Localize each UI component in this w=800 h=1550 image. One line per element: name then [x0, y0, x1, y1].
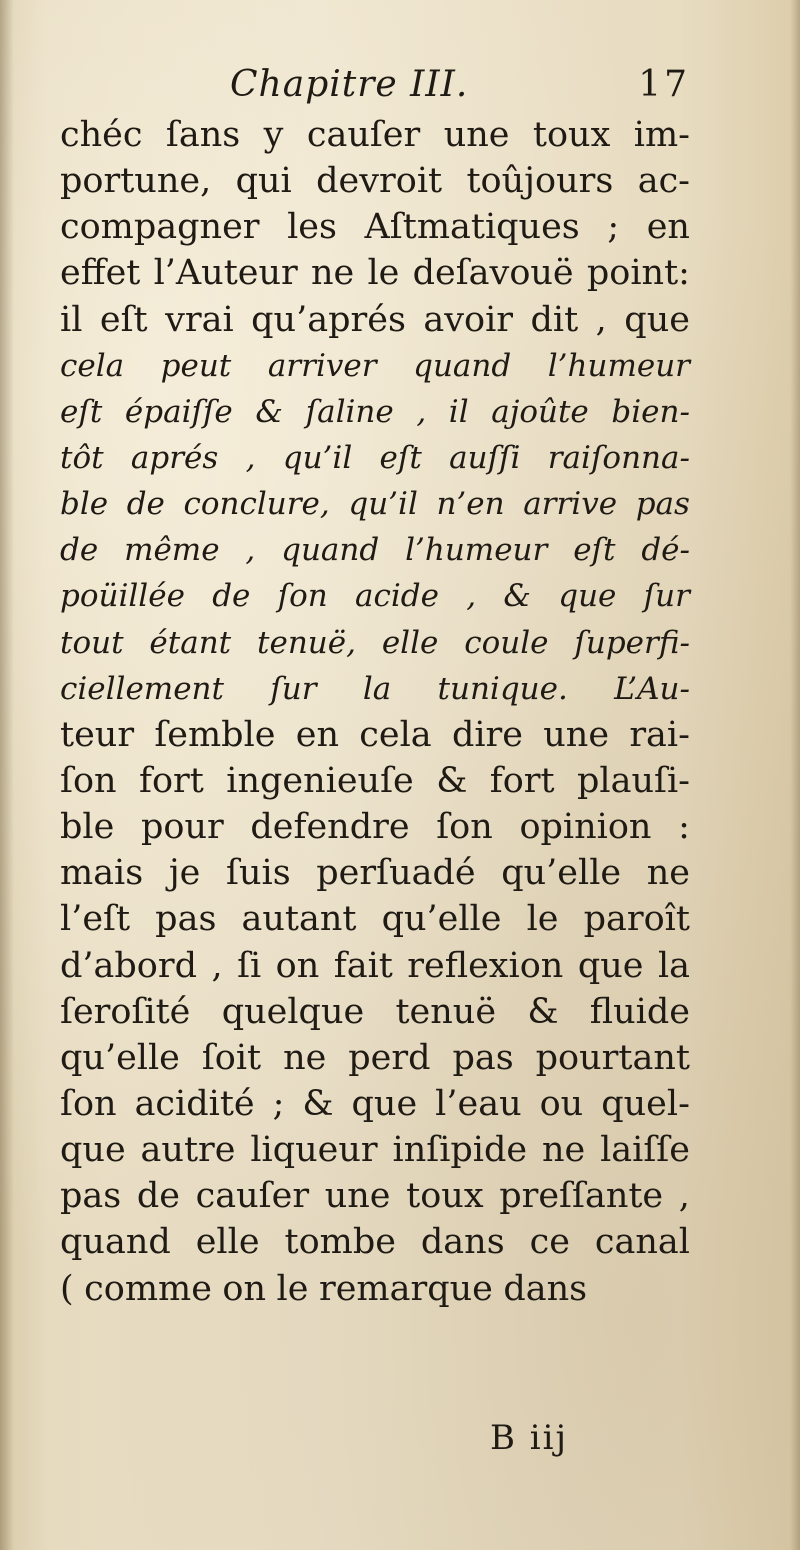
text-line: ( comme on le remarque dans: [60, 1268, 588, 1309]
text-line: poüillée de ſon acide , & que ſur: [60, 578, 690, 615]
text-line: tout étant tenuë, elle coule ſuperfi-: [60, 624, 690, 661]
text-line: eſt épaiſſe & ſaline , il ajoûte bien-: [60, 393, 690, 430]
text-line: ble pour defendre ſon opinion :: [60, 807, 690, 848]
text-line: portune, qui devroit toûjours ac-: [60, 161, 690, 202]
text-line: l’eſt pas autant qu’elle le paroît: [60, 899, 690, 940]
text-line: chéc ſans y cauſer une toux im-: [60, 115, 690, 155]
text-line: ſon fort ingenieuſe & fort plauſi-: [60, 760, 690, 801]
text-line: mais je ſuis perſuadé qu’elle ne: [60, 853, 690, 894]
running-head: Chapitre III.: [230, 64, 469, 105]
text-line: que autre liqueur inſipide ne laiſſe: [60, 1130, 690, 1171]
text-line: ble de conclure, qu’il n’en arrive pas: [60, 486, 690, 523]
text-line: il eſt vrai qu’aprés avoir dit , que: [60, 299, 690, 340]
text-line: qu’elle ſoit ne perd pas pourtant: [60, 1037, 690, 1078]
text-line: pas de cauſer une toux preſſante ,: [60, 1176, 690, 1217]
signature-mark: B iij: [490, 1418, 569, 1458]
text-line: tôt aprés , qu’il eſt auſſi raiſonna-: [60, 439, 690, 476]
text-line: d’abord , ſi on fait reflexion que la: [60, 945, 690, 986]
text-line: compagner les Aſtmatiques ; en: [60, 207, 690, 248]
text-line: de même , quand l’humeur eſt dé-: [60, 532, 690, 569]
text-line: ſon acidité ; & que l’eau ou quel-: [60, 1083, 690, 1124]
page-number: 17: [638, 64, 690, 105]
text-line: quand elle tombe dans ce canal: [60, 1222, 690, 1263]
text-line: ciellement ſur la tunique. L’Au-: [60, 670, 690, 707]
page-header: [60, 64, 690, 114]
body-text: [60, 112, 690, 1312]
text-line: effet l’Auteur ne le deſavouë point:: [60, 253, 690, 294]
text-line: ſeroſité quelque tenuë & fluide: [60, 991, 690, 1032]
text-line: cela peut arriver quand l’humeur: [60, 347, 690, 384]
text-line: teur ſemble en cela dire une rai-: [60, 714, 690, 755]
